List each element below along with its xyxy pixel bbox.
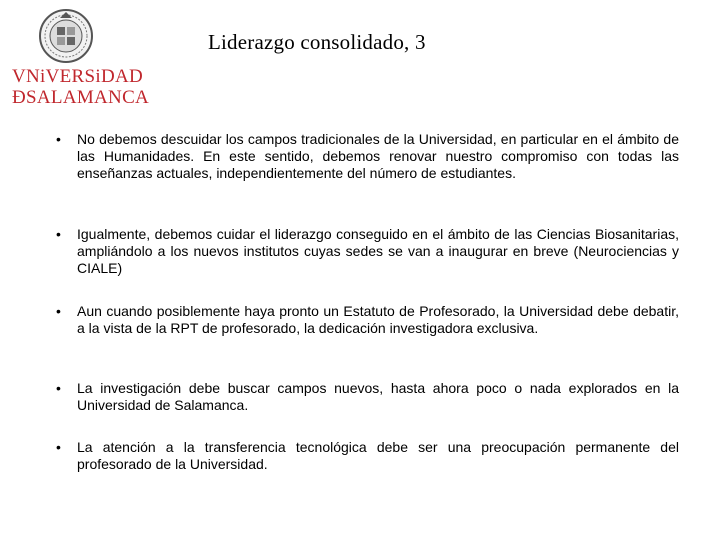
logo-line-2: ÐSALAMANCA — [12, 87, 150, 108]
bullet-text: Igualmente, debemos cuidar el liderazgo conseguido en el ámbito de las Ciencias Biosanitarias, ampliándolo a los nuevos institutos cuyas sedes se van a inaugurar en breve (Neurociencias y CIALE) — [77, 226, 679, 276]
bullet-marker: • — [56, 303, 61, 319]
bullet-marker: • — [56, 131, 61, 147]
bullet-marker: • — [56, 226, 61, 242]
bullet-text: La atención a la transferencia tecnológica debe ser una preocupación permanente del profesorado de la Universidad. — [77, 439, 679, 472]
bullet-marker: • — [56, 380, 61, 396]
bullet-text: Aun cuando posiblemente haya pronto un Estatuto de Profesorado, la Universidad debe debatir, a la vista de la RPT de profesorado, la dedicación investigadora exclusiva. — [77, 303, 679, 336]
university-logo — [12, 66, 150, 108]
bullet-text: No debemos descuidar los campos tradicionales de la Universidad, en particular en el ámbito de las Humanidades. En este sentido, debemos renovar nuestro compromiso con todas las enseñanzas actuales, independientemente del número de estudiantes. — [77, 131, 679, 181]
university-seal-icon — [38, 6, 94, 66]
bullet-text: La investigación debe buscar campos nuevos, hasta ahora poco o nada explorados en la Universidad de Salamanca. — [77, 380, 679, 413]
bullet-marker: • — [56, 439, 61, 455]
slide-title: Liderazgo consolidado, 3 — [208, 30, 426, 54]
logo-line-1: VNiVERSiDAD — [12, 66, 144, 87]
